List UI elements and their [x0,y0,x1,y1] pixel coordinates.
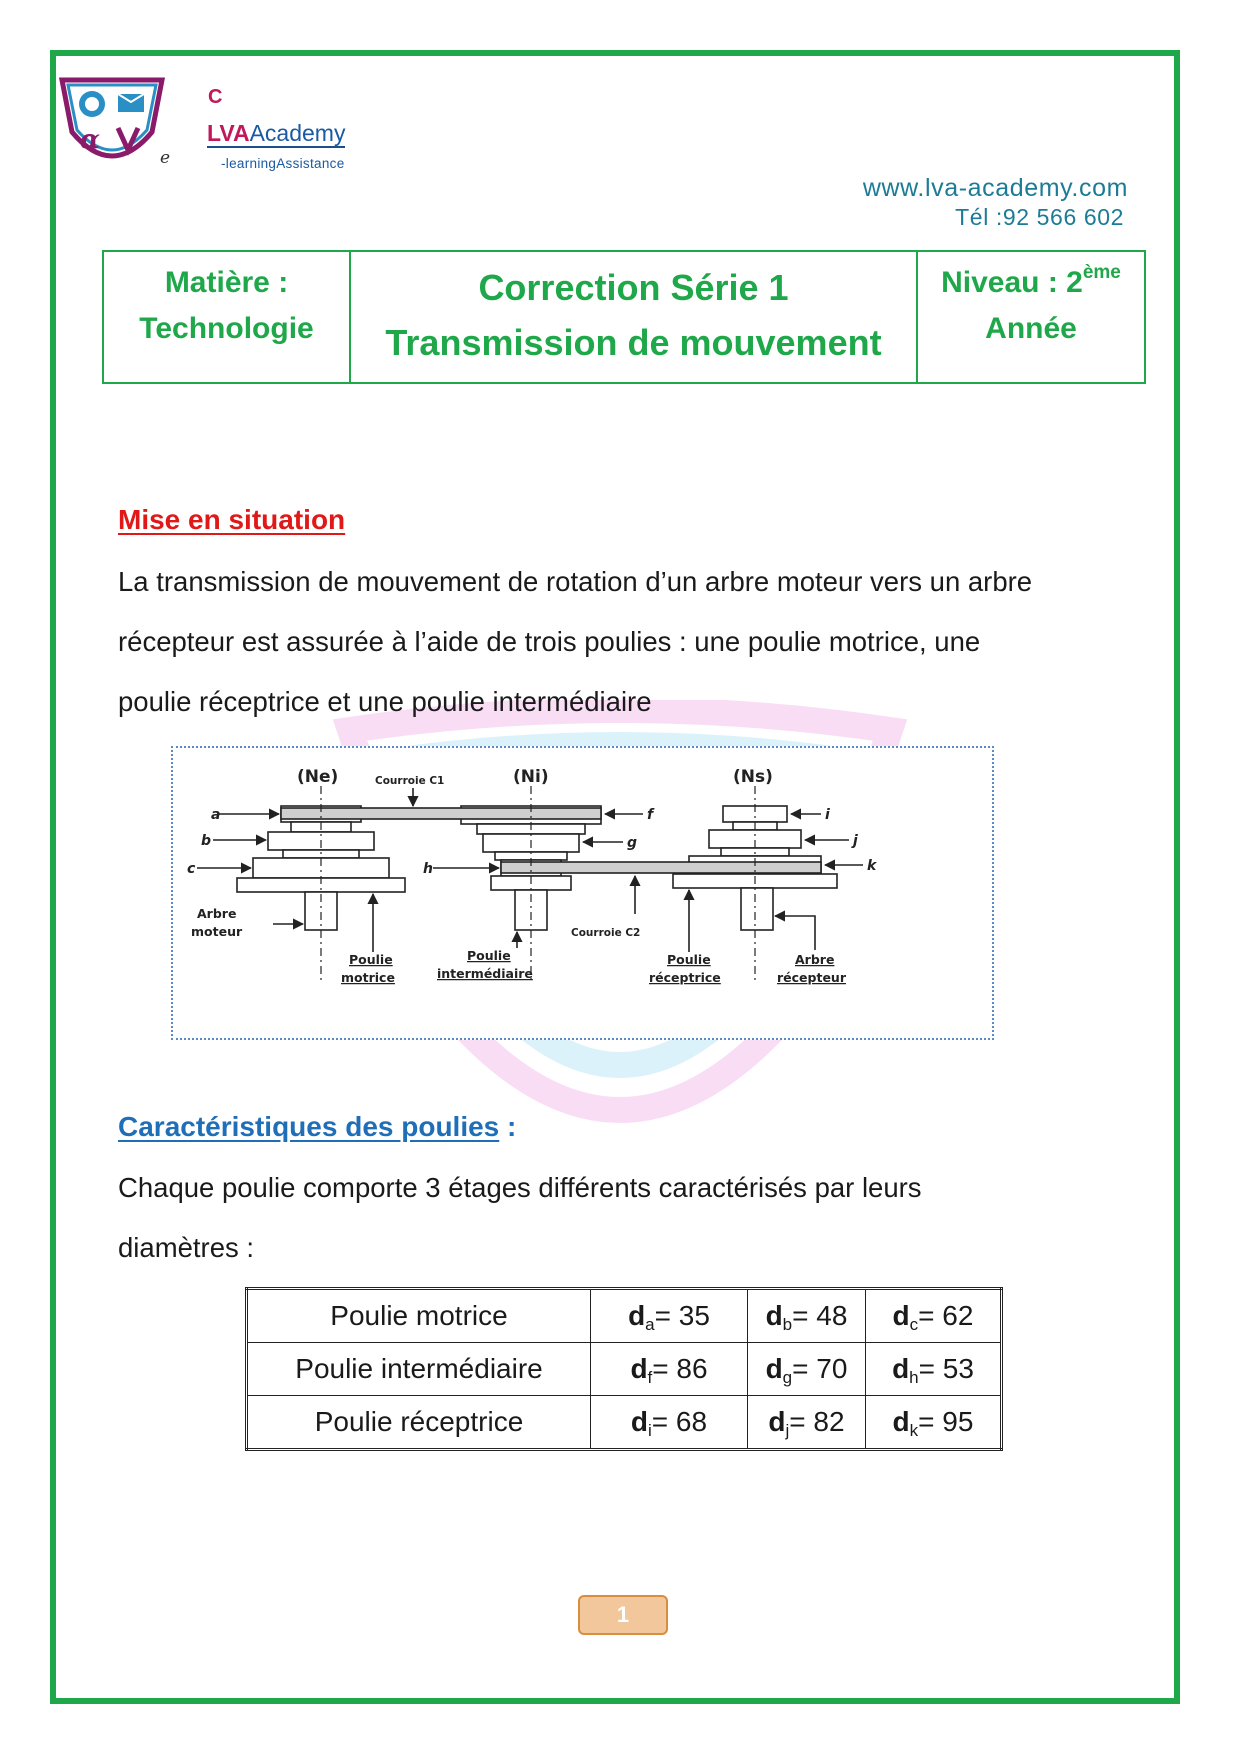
brand-letter: C [208,86,223,108]
label-arbre-moteur-1: Arbre [197,906,237,921]
diameter-value: = 82 [789,1406,845,1437]
table-row [247,1289,1002,1343]
diameter-cell [748,1289,866,1343]
diameter-symbol: d [892,1353,910,1384]
paragraph-line-2: récepteur est assurée à l’aide de trois poulies : une poulie motrice, une [118,626,981,657]
diameter-symbol: d [630,1406,649,1437]
pulley-diagram [171,746,994,1040]
level-cell [918,252,1144,382]
brand-name [207,120,345,148]
label-poulie-motrice-1: Poulie [349,952,393,967]
diameter-cell [591,1289,748,1343]
subject-cell [104,252,351,382]
table-row [247,1343,1002,1396]
label-poulie-inter-1: Poulie [467,948,511,963]
diameter-cell [866,1289,1002,1343]
doc-title-line2: Transmission de mouvement [385,322,882,363]
website-link[interactable]: www.lva-academy.com [862,174,1128,202]
arrow-arbre-recep [775,916,815,950]
diameter-subscript: g [782,1368,793,1387]
section-heading-caracteristiques-text: Caractéristiques des poulies [118,1111,500,1142]
table-row [247,1396,1002,1450]
label-arbre-recep-1: Arbre [795,952,835,967]
level-label-text: Niveau : 2 [941,266,1083,299]
diameter-symbol: d [765,1300,783,1331]
diameter-value: = 62 [918,1300,974,1331]
diameter-cell [591,1343,748,1396]
label-courroie-c1: Courroie C1 [375,775,445,787]
diameter-subscript: b [782,1315,793,1334]
label-arbre-moteur-2: moteur [191,924,243,939]
letter-j: j [853,833,858,849]
label-arbre-recep-2: récepteur [777,970,846,985]
diameter-symbol: d [768,1406,786,1437]
subject-value: Technologie [139,312,314,345]
label-ns: (Ns) [733,767,773,787]
pulley-diagram-svg [173,748,992,1038]
label-ne: (Ne) [297,767,339,787]
diameter-cell [866,1343,1002,1396]
brand-tagline: -learningAssistance [221,156,345,171]
diameter-symbol: d [892,1300,910,1331]
brand-lva: LVA [207,120,250,146]
diameter-cell [591,1396,748,1450]
belt-c2 [501,862,821,873]
paragraph-line-1: La transmission de mouvement de rotation d’un arbre moteur vers un arbre [118,566,1033,597]
title-cell [351,252,918,382]
belt-c1 [281,808,601,819]
pulley-name-cell: Poulie motrice [247,1289,591,1343]
diameter-cell [748,1343,866,1396]
diameter-subscript: h [909,1368,919,1387]
academy-logo [58,76,166,172]
pulley-diameter-table [245,1287,1003,1451]
pulley-ne-hub2 [283,850,359,858]
diameter-symbol: d [628,1300,646,1331]
letter-h: h [423,861,433,877]
page-number: 1 [578,1595,668,1635]
diameter-value: = 68 [651,1406,708,1437]
label-poulie-inter-2: intermédiaire [437,966,533,981]
diameter-subscript: k [909,1421,919,1440]
letter-a: a [211,807,221,823]
title-box [102,250,1146,384]
diameter-cell [748,1396,866,1450]
brand-academy: Academy [249,120,346,146]
diameter-subscript: a [645,1315,655,1334]
brand-e: e [160,148,171,168]
diameter-cell [866,1396,1002,1450]
diameter-symbol: d [892,1406,910,1437]
diameter-value: = 35 [654,1300,710,1331]
diameter-value: = 95 [918,1406,974,1437]
section-heading-suffix: : [499,1111,517,1142]
diameter-symbol: d [765,1353,783,1384]
diameter-value: = 70 [792,1353,848,1384]
diameter-value: = 53 [918,1353,974,1384]
subject-label: Matière : [164,266,289,299]
diameter-value: = 48 [792,1300,848,1331]
diameter-subscript: j [785,1421,790,1440]
diameter-subscript: f [647,1368,653,1387]
pulley-name-cell: Poulie intermédiaire [247,1343,591,1396]
section-heading-caracteristiques [118,1111,516,1143]
letter-g: g [627,835,638,851]
letter-f: f [647,807,654,823]
shaft-receptor [741,888,773,930]
diameter-value: = 86 [652,1353,708,1384]
svg-text:α: α [80,125,101,155]
diameter-subscript: c [909,1315,919,1334]
label-poulie-recep-2: réceptrice [649,970,721,985]
pulley-name-cell: Poulie réceptrice [247,1396,591,1450]
letter-i: i [825,807,830,823]
paragraph-line-3: poulie réceptrice et une poulie intermédiaire [118,686,652,717]
paragraph2-line-2: diamètres : [118,1232,255,1263]
phone-number: Tél :92 566 602 [955,204,1124,230]
diameter-subscript: i [648,1421,652,1440]
diameter-symbol: d [630,1353,648,1384]
level-value: Année [985,312,1077,345]
level-sup: ème [1082,262,1121,283]
label-poulie-recep-1: Poulie [667,952,711,967]
letter-b: b [201,833,212,849]
paragraph2-line-1: Chaque poulie comporte 3 étages différents caractérisés par leurs [118,1172,922,1203]
letter-k: k [867,858,877,874]
level-label [918,260,1144,306]
label-poulie-motrice-2: motrice [341,970,395,985]
label-ni: (Ni) [513,767,549,787]
letter-c: c [187,861,196,877]
label-courroie-c2: Courroie C2 [571,927,641,939]
section-heading-mise: Mise en situation [118,504,346,535]
doc-title-line1: Correction Série 1 [478,267,789,308]
